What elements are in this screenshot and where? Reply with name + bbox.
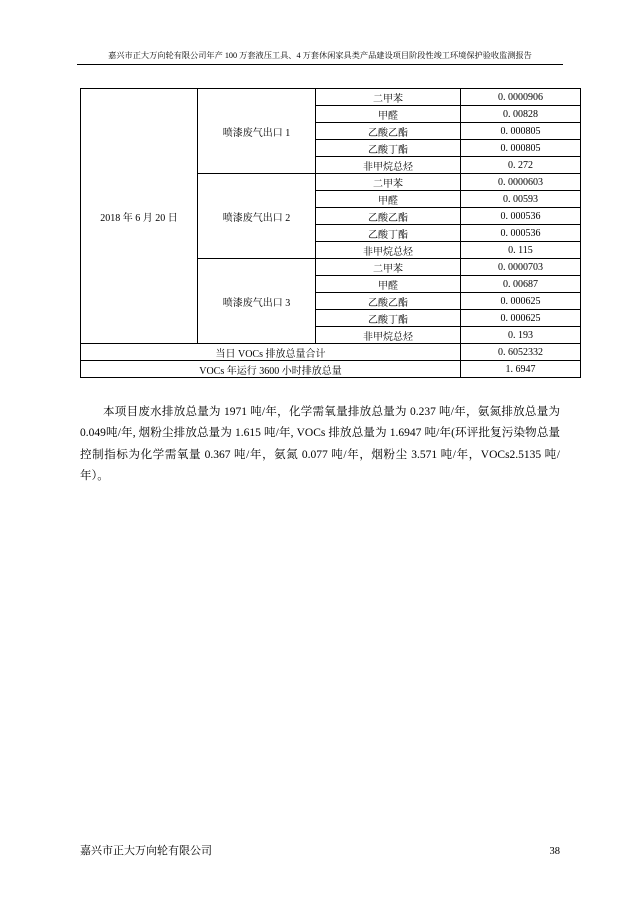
emissions-table-container [80, 88, 560, 378]
outlet-cell: 喷漆废气出口 1 [198, 89, 316, 174]
page-footer [80, 842, 560, 858]
emissions-table [80, 88, 581, 378]
table-row-annual-total [81, 361, 581, 378]
page-header: 嘉兴市正大万向轮有限公司年产 100 万套液压工具、4 万套休闲家具类产品建设项目阶段性竣工环境保护验收监测报告 [77, 50, 563, 65]
value-cell: 0. 193 [461, 327, 581, 344]
item-cell: 乙酸丁酯 [316, 310, 461, 327]
value-cell: 0. 000536 [461, 225, 581, 242]
item-cell: 非甲烷总烃 [316, 242, 461, 259]
value-cell: 0. 000536 [461, 208, 581, 225]
body-paragraph: 本项目废水排放总量为 1971 吨/年，化学需氧量排放总量为 0.237 吨/年，氨氮排放总量为 0.049吨/年, 烟粉尘排放总量为 1.615 吨/年, VOCs 排放总量为 1.6947 吨/年(环评批复污染物总量控制指标为化学需氧量 0.367 吨/年，氨氮 0.077 吨/年，烟粉尘 3.571 吨/年，VOCs2.5135 吨/年）。 [80, 406, 560, 482]
value-cell: 0. 115 [461, 242, 581, 259]
annual-total-label: VOCs 年运行 3600 小时排放总量 [81, 361, 461, 378]
item-cell: 甲醛 [316, 106, 461, 123]
value-cell: 0. 0000603 [461, 174, 581, 191]
value-cell: 0. 00687 [461, 276, 581, 293]
item-cell: 乙酸丁酯 [316, 225, 461, 242]
item-cell: 二甲苯 [316, 174, 461, 191]
item-cell: 非甲烷总烃 [316, 157, 461, 174]
item-cell: 二甲苯 [316, 259, 461, 276]
annual-total-value: 1. 6947 [461, 361, 581, 378]
value-cell: 0. 00593 [461, 191, 581, 208]
value-cell: 0. 000625 [461, 293, 581, 310]
footer-page-number: 38 [549, 846, 560, 857]
value-cell: 0. 272 [461, 157, 581, 174]
outlet-cell: 喷漆废气出口 2 [198, 174, 316, 259]
item-cell: 乙酸丁酯 [316, 140, 461, 157]
item-cell: 甲醛 [316, 191, 461, 208]
daily-total-value: 0. 6052332 [461, 344, 581, 361]
date-cell: 2018 年 6 月 20 日 [81, 89, 198, 344]
item-cell: 乙酸乙酯 [316, 208, 461, 225]
outlet-cell: 喷漆废气出口 3 [198, 259, 316, 344]
value-cell: 0. 000805 [461, 123, 581, 140]
table-row [81, 89, 581, 106]
body-text [80, 402, 560, 487]
item-cell: 乙酸乙酯 [316, 293, 461, 310]
item-cell: 乙酸乙酯 [316, 123, 461, 140]
item-cell: 甲醛 [316, 276, 461, 293]
item-cell: 非甲烷总烃 [316, 327, 461, 344]
value-cell: 0. 000625 [461, 310, 581, 327]
value-cell: 0. 000805 [461, 140, 581, 157]
table-row-daily-total [81, 344, 581, 361]
value-cell: 0. 00828 [461, 106, 581, 123]
footer-company: 嘉兴市正大万向轮有限公司 [80, 845, 212, 857]
daily-total-label: 当日 VOCs 排放总量合计 [81, 344, 461, 361]
item-cell: 二甲苯 [316, 89, 461, 106]
value-cell: 0. 0000703 [461, 259, 581, 276]
value-cell: 0. 0000906 [461, 89, 581, 106]
